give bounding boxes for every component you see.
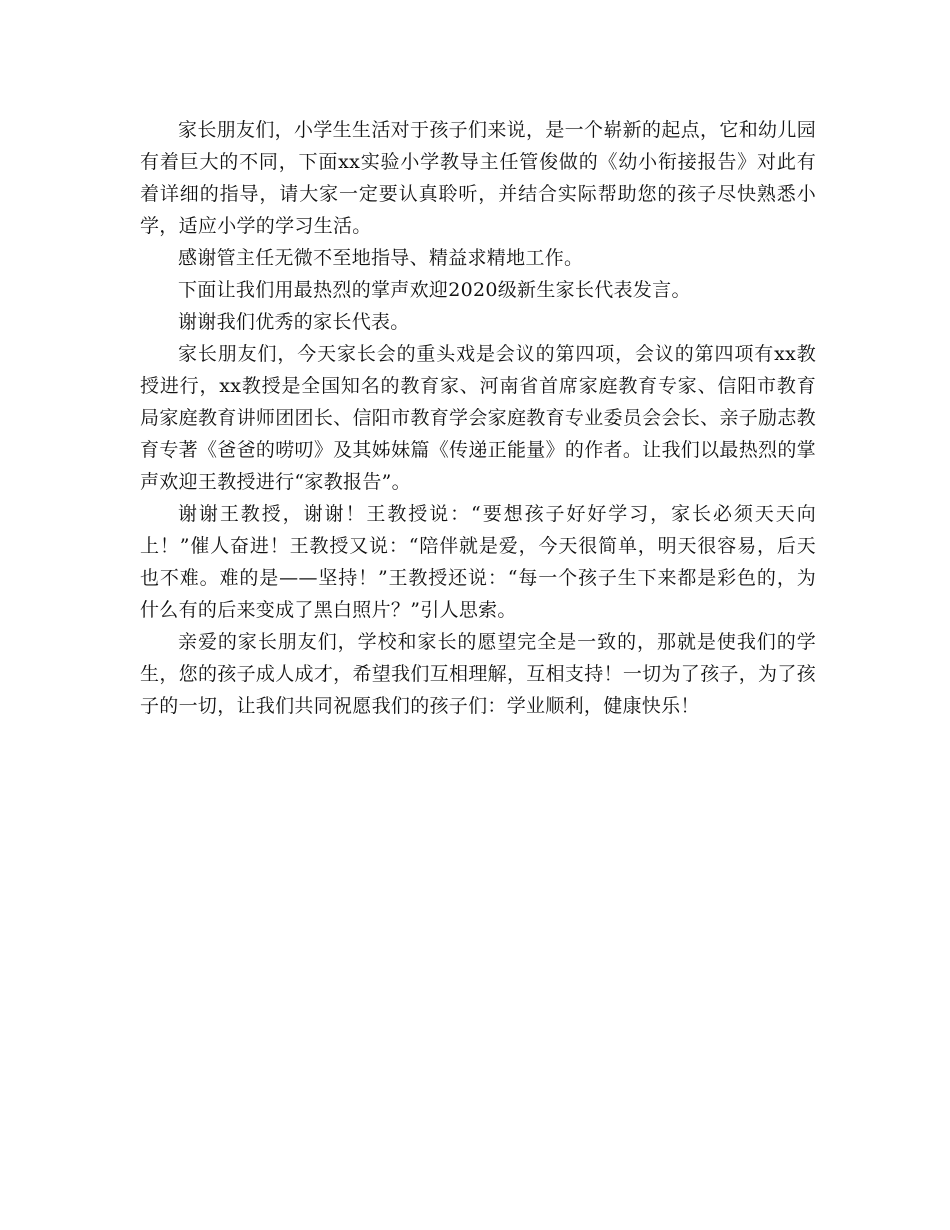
paragraph-parent-rep-intro: 下面让我们用最热烈的掌声欢迎2020级新生家长代表发言。 <box>178 279 691 301</box>
paragraph-professor-quotes: 谢谢王教授，谢谢！王教授说：“要想孩子好好学习，家长必须天天向上！”催人奋进！王教授又说：“陪伴就是爱，今天很简单，明天很容易，后天也不难。难的是——坚持！”王教授还说：“每一个孩子生下来都是彩色的，为什么有的后来变成了黑白照片？”引人思索。 <box>140 503 816 621</box>
paragraph-intro-transition: 家长朋友们，小学生生活对于孩子们来说，是一个崭新的起点，它和幼儿园有着巨大的不同，下面xx实验小学教导主任管俊做的《幼小衔接报告》对此有着详细的指导，请大家一定要认真聆听，并结合实际帮助您的孩子尽快熟悉小学，适应小学的学习生活。 <box>140 119 816 237</box>
paragraph-thanks-parent-rep: 谢谢我们优秀的家长代表。 <box>178 311 410 333</box>
paragraph-professor-intro: 家长朋友们，今天家长会的重头戏是会议的第四项，会议的第四项有xx教授进行，xx教授是全国知名的教育家、河南省首席家庭教育专家、信阳市教育局家庭教育讲师团团长、信阳市教育学会家庭教育专业委员会会长、亲子励志教育专著《爸爸的唠叨》及其姊妹篇《传递正能量》的作者。让我们以最热烈的掌声欢迎王教授进行“家教报告”。 <box>140 343 816 493</box>
paragraph-thanks-director: 感谢管主任无微不至地指导、精益求精地工作。 <box>178 247 584 269</box>
paragraph-closing: 亲爱的家长朋友们，学校和家长的愿望完全是一致的，那就是使我们的学生，您的孩子成人成才，希望我们互相理解，互相支持！一切为了孩子，为了孩子的一切，让我们共同祝愿我们的孩子们：学业顺利，健康快乐！ <box>140 631 816 717</box>
document-body <box>140 114 816 722</box>
